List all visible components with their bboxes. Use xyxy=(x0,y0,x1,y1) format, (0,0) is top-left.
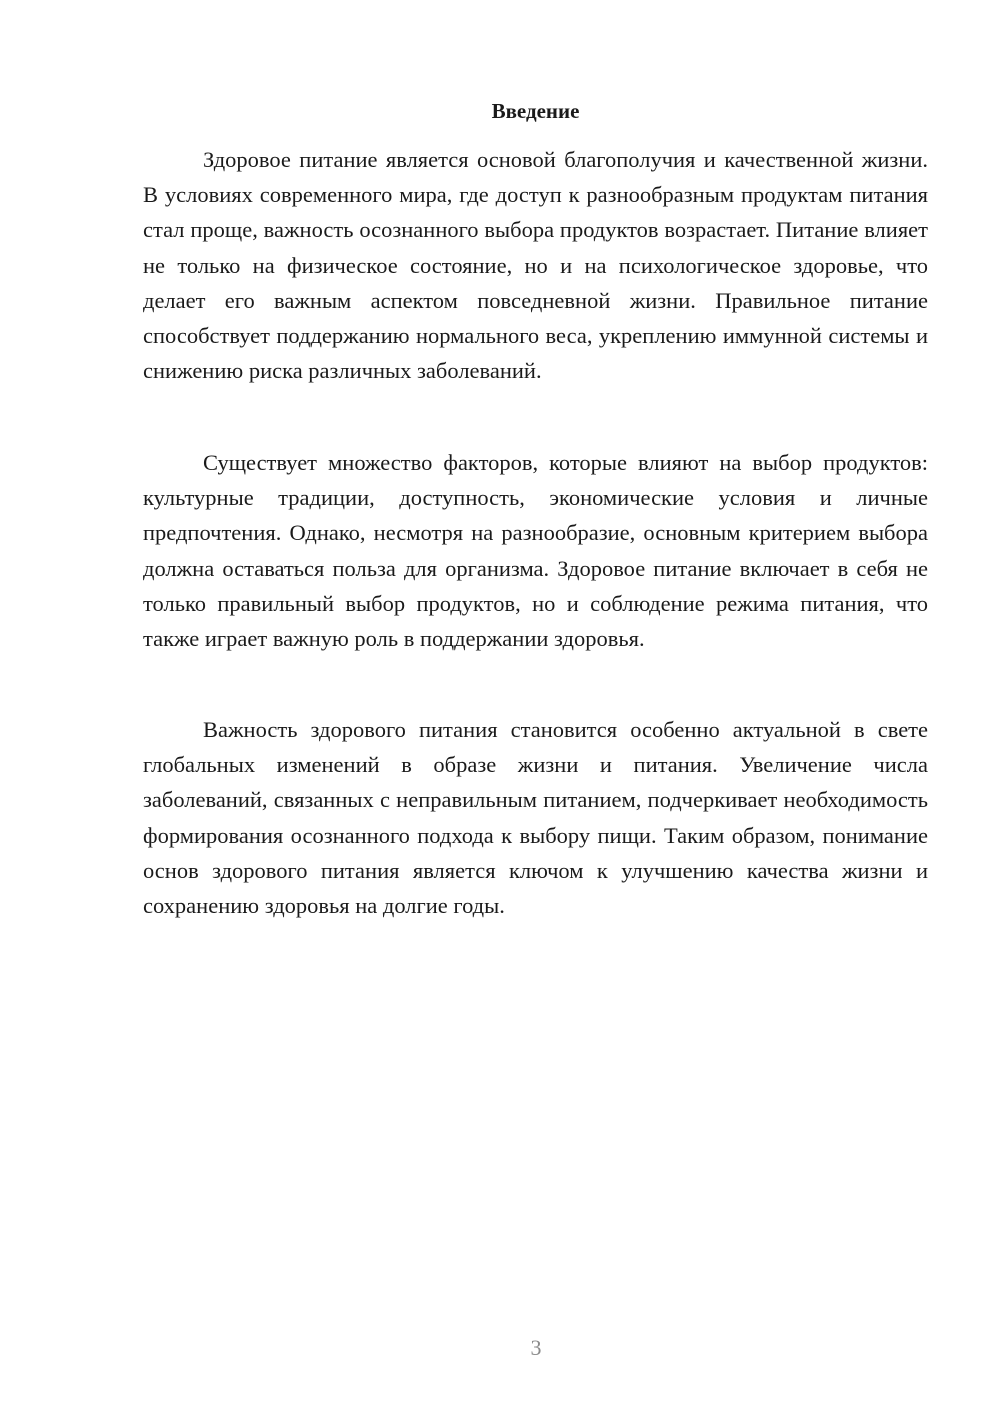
paragraph-1: Здоровое питание является основой благополучия и качественной жизни. В условиях современного мира, где доступ к разнообразным продуктам питания стал проще, важность осознанного выбора продуктов возрастает. Питание влияет не только на физическое состояние, но и на психологическое здоровье, что делает его важным аспектом повседневной жизни. Правильное питание способствует поддержанию нормального веса, укреплению иммунной системы и снижению риска различных заболеваний. xyxy=(143,147,928,384)
paragraph-3: Важность здорового питания становится особенно актуальной в свете глобальных изменений в образе жизни и питания. Увеличение числа заболеваний, связанных с неправильным питанием, подчеркивает необходимость формирования осознанного подхода к выбору пищи. Таким образом, понимание основ здорового питания является ключом к улучшению качества жизни и сохранению здоровья на долгие годы. xyxy=(143,717,928,919)
page-number: 3 xyxy=(530,1335,542,1360)
section-heading: Введение xyxy=(491,99,580,123)
paragraph-2: Существует множество факторов, которые влияют на выбор продуктов: культурные традиции, доступность, экономические условия и личные предпочтения. Однако, несмотря на разнообразие, основным критерием выбора должна оставаться польза для организма. Здоровое питание включает в себя не только правильный выбор продуктов, но и соблюдение режима питания, что также играет важную роль в поддержании здоровья. xyxy=(143,450,928,652)
